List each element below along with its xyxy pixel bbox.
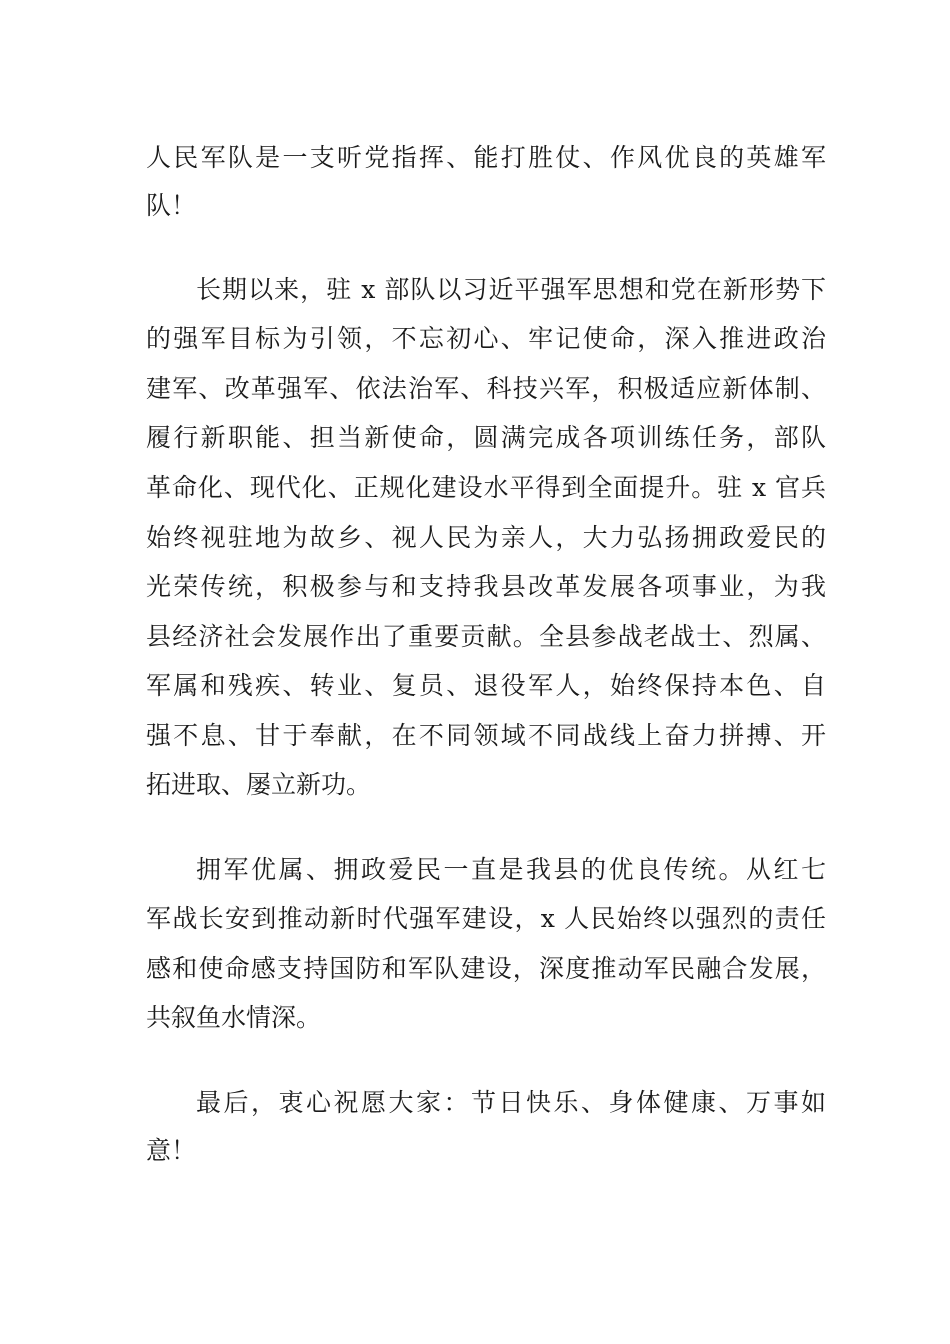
text-line: 履行新职能、担当新使命，圆满完成各项训练任务，部队 xyxy=(146,423,826,452)
text-line: 的强军目标为引领，不忘初心、牢记使命，深入推进政治 xyxy=(146,324,826,353)
text-line: 共叙鱼水情深。 xyxy=(146,1003,322,1032)
text-line: 拓进取、屡立新功。 xyxy=(146,770,372,799)
text-line: 感和使命感支持国防和军队建设，深度推动军民融合发展， xyxy=(146,954,826,983)
text-line: 强不息、甘于奉献，在不同领域不同战线上奋力拼搏、开 xyxy=(146,721,826,750)
text-line: 意！ xyxy=(146,1136,197,1165)
text-line: 最后，衷心祝愿大家：节日快乐、身体健康、万事如 xyxy=(196,1088,826,1117)
text-line: 县经济社会发展作出了重要贡献。全县参战老战士、烈属、 xyxy=(146,622,826,651)
text-line: 军属和残疾、转业、复员、退役军人，始终保持本色、自 xyxy=(146,671,826,700)
text-line: 革命化、现代化、正规化建设水平得到全面提升。驻 x 官兵 xyxy=(146,473,826,502)
text-line: 拥军优属、拥政爱民一直是我县的优良传统。从红七 xyxy=(196,855,826,884)
text-line: 建军、改革强军、依法治军、科技兴军，积极适应新体制、 xyxy=(146,374,826,403)
text-line: 光荣传统，积极参与和支持我县改革发展各项事业，为我 xyxy=(146,572,826,601)
text-line: 人民军队是一支听党指挥、能打胜仗、作风优良的英雄军 xyxy=(146,143,826,172)
text-line: 军战长安到推动新时代强军建设，x 人民始终以强烈的责任 xyxy=(146,904,826,933)
text-line: 长期以来，驻 x 部队以习近平强军思想和党在新形势下 xyxy=(196,275,826,304)
text-line: 始终视驻地为故乡、视人民为亲人，大力弘扬拥政爱民的 xyxy=(146,523,826,552)
text-line: 队！ xyxy=(146,191,197,220)
